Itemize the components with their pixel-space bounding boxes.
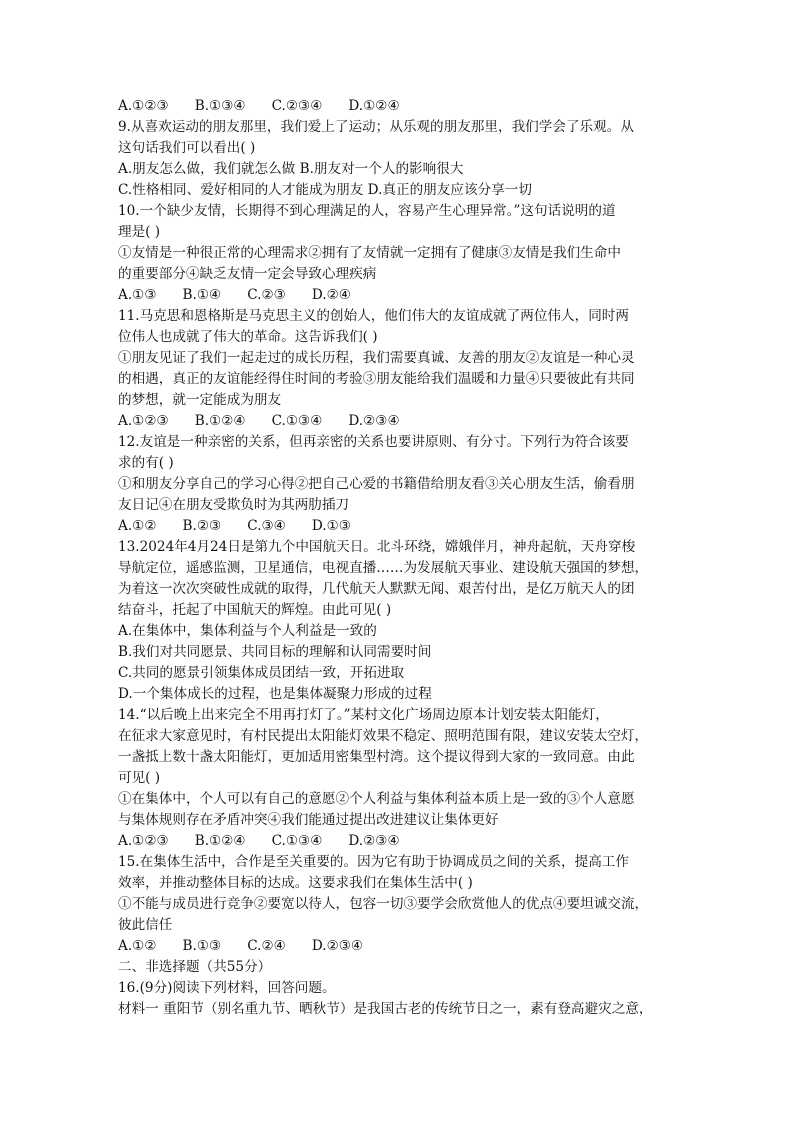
answer-option: B.①③ [182,938,222,954]
answer-option: C.②④ [247,938,286,954]
text-line: 为着这一次次突破性成就的取得，几代航天人默默无闻、艰苦付出，是亿万航天人的团 [118,581,635,597]
answer-option: A.①② [118,938,157,954]
answer-option: D.①②④ [348,98,400,114]
text-line: 彼此信任 [118,917,173,933]
answer-option: C.①③④ [271,413,323,429]
answer-options-row [118,831,678,852]
answer-option: C.③④ [247,518,286,534]
text-line: 在征求大家意见时，有村民提出太阳能灯效果不稳定、照明范围有限，建议安装太空灯， [118,728,649,744]
text-line: A.在集体中，集体利益与个人利益是一致的 [118,623,377,639]
answer-option: D.②③④ [311,938,364,954]
text-line: 位伟人也成就了伟大的革命。这告诉我们( ) [118,329,378,345]
answer-option: B.①②④ [194,833,246,849]
text-line: ①朋友见证了我们一起走过的成长历程，我们需要真诚、友善的朋友②友谊是一种心灵 [118,350,635,366]
text-line: ①友情是一种很正常的心理需求②拥有了友情就一定拥有了健康③友情是我们生命中 [118,245,621,261]
text-line: 求的有( ) [118,455,174,471]
text-line: ①和朋友分享自己的学习心得②把自己心爱的书籍借给朋友看③关心朋友生活，偷看朋 [118,476,635,492]
text-line: 可见( ) [118,770,161,786]
answer-option: D.②③④ [348,413,400,429]
text-line: 15.在集体生活中，合作是至关重要的。因为它有助于协调成员之间的关系，提高工作 [118,854,629,870]
text-line: 的重要部分④缺乏友情一定会导致心理疾病 [118,266,377,282]
answer-options-row [118,96,678,117]
answer-option: B.①④ [182,287,222,303]
text-line: 16.(9分)阅读下列材料，回答问题。 [118,980,336,996]
text-line: D.一个集体成长的过程，也是集体凝聚力形成的过程 [118,686,432,702]
text-line: 一盏抵上数十盏太阳能灯，更加适用密集型村湾。这个提议得到大家的一致同意。由此 [118,749,635,765]
answer-option: C.②③④ [271,98,323,114]
text-line: 的梦想，就一定能成为朋友 [118,392,282,408]
text-line: 这句话我们可以看出( ) [118,140,256,156]
answer-option: C.②③ [247,287,286,303]
text-line: 9.从喜欢运动的朋友那里，我们爱上了运动；从乐观的朋友那里，我们学会了乐观。从 [118,119,634,135]
answer-option: A.①③ [118,287,157,303]
answer-option: A.①② [118,518,157,534]
answer-option: D.②③④ [348,833,400,849]
answer-option: B.①②④ [194,413,246,429]
answer-option: A.①②③ [118,833,169,849]
text-line: 与集体规则存在矛盾冲突④我们能通过提出改进建议让集体更好 [118,812,499,828]
text-line: B.我们对共同愿景、共同目标的理解和认同需要时间 [118,644,432,660]
text-line: 14.“以后晚上出来完全不用再打灯了。”某村文化广场周边原本计划安装太阳能灯， [118,707,609,723]
text-line: 效率，并推动整体目标的达成。这要求我们在集体生活中( ) [118,875,473,891]
text-line: 10.一个缺少友情，长期得不到心理满足的人，容易产生心理异常。”这句话说明的道 [118,203,616,219]
answer-option: D.①③ [311,518,351,534]
text-line: 友日记④在朋友受欺负时为其两肋插刀 [118,497,350,513]
text-line: C.性格相同、爱好相同的人才能成为朋友 D.真正的朋友应该分享一切 [118,182,532,198]
text-line: 二、非选择题（共55分） [118,959,272,975]
text-line: ①在集体中，个人可以有自己的意愿②个人利益与集体利益本质上是一致的③个人意愿 [118,791,635,807]
answer-options-row [118,516,678,537]
text-line: 材料一 重阳节（别名重九节、晒秋节）是我国古老的传统节日之一，素有登高避灾之意， [118,1001,653,1017]
text-line: C.共同的愿景引领集体成员团结一致，开拓进取 [118,665,405,681]
answer-option: B.②③ [182,518,222,534]
answer-option: B.①③④ [194,98,246,114]
text-line: 11.马克思和恩格斯是马克思主义的创始人，他们伟大的友谊成就了两位伟人，同时两 [118,308,629,324]
text-line: 13.2024年4月24日是第九个中国航天日。北斗环绕，嫦娥伴月，神舟起航，天舟穿梭 [118,539,636,555]
text-line: 导航定位，遥感监测，卫星通信，电视直播……为发展航天事业、建设航天强国的梦想， [118,560,649,576]
text-line: A.朋友怎么做，我们就怎么做 B.朋友对一个人的影响很大 [118,161,464,177]
text-line: 12.友谊是一种亲密的关系，但再亲密的关系也要讲原则、有分寸。下列行为符合该要 [118,434,629,450]
answer-option: C.①③④ [271,833,323,849]
answer-option: A.①②③ [118,98,169,114]
answer-option: D.②④ [311,287,351,303]
answer-option: A.①②③ [118,413,169,429]
text-line: 的相遇，真正的友谊能经得住时间的考验③朋友能给我们温暖和力量④只要彼此有共同 [118,371,635,387]
exam-page [118,96,678,1020]
answer-options-row [118,411,678,432]
text-line: 理是( ) [118,224,161,240]
answer-options-row [118,285,678,306]
text-line: ①不能与成员进行竞争②要宽以待人，包容一切③要学会欣赏他人的优点④要坦诚交流， [118,896,649,912]
text-line: 结奋斗，托起了中国航天的辉煌。由此可见( ) [118,602,392,618]
answer-options-row [118,936,678,957]
